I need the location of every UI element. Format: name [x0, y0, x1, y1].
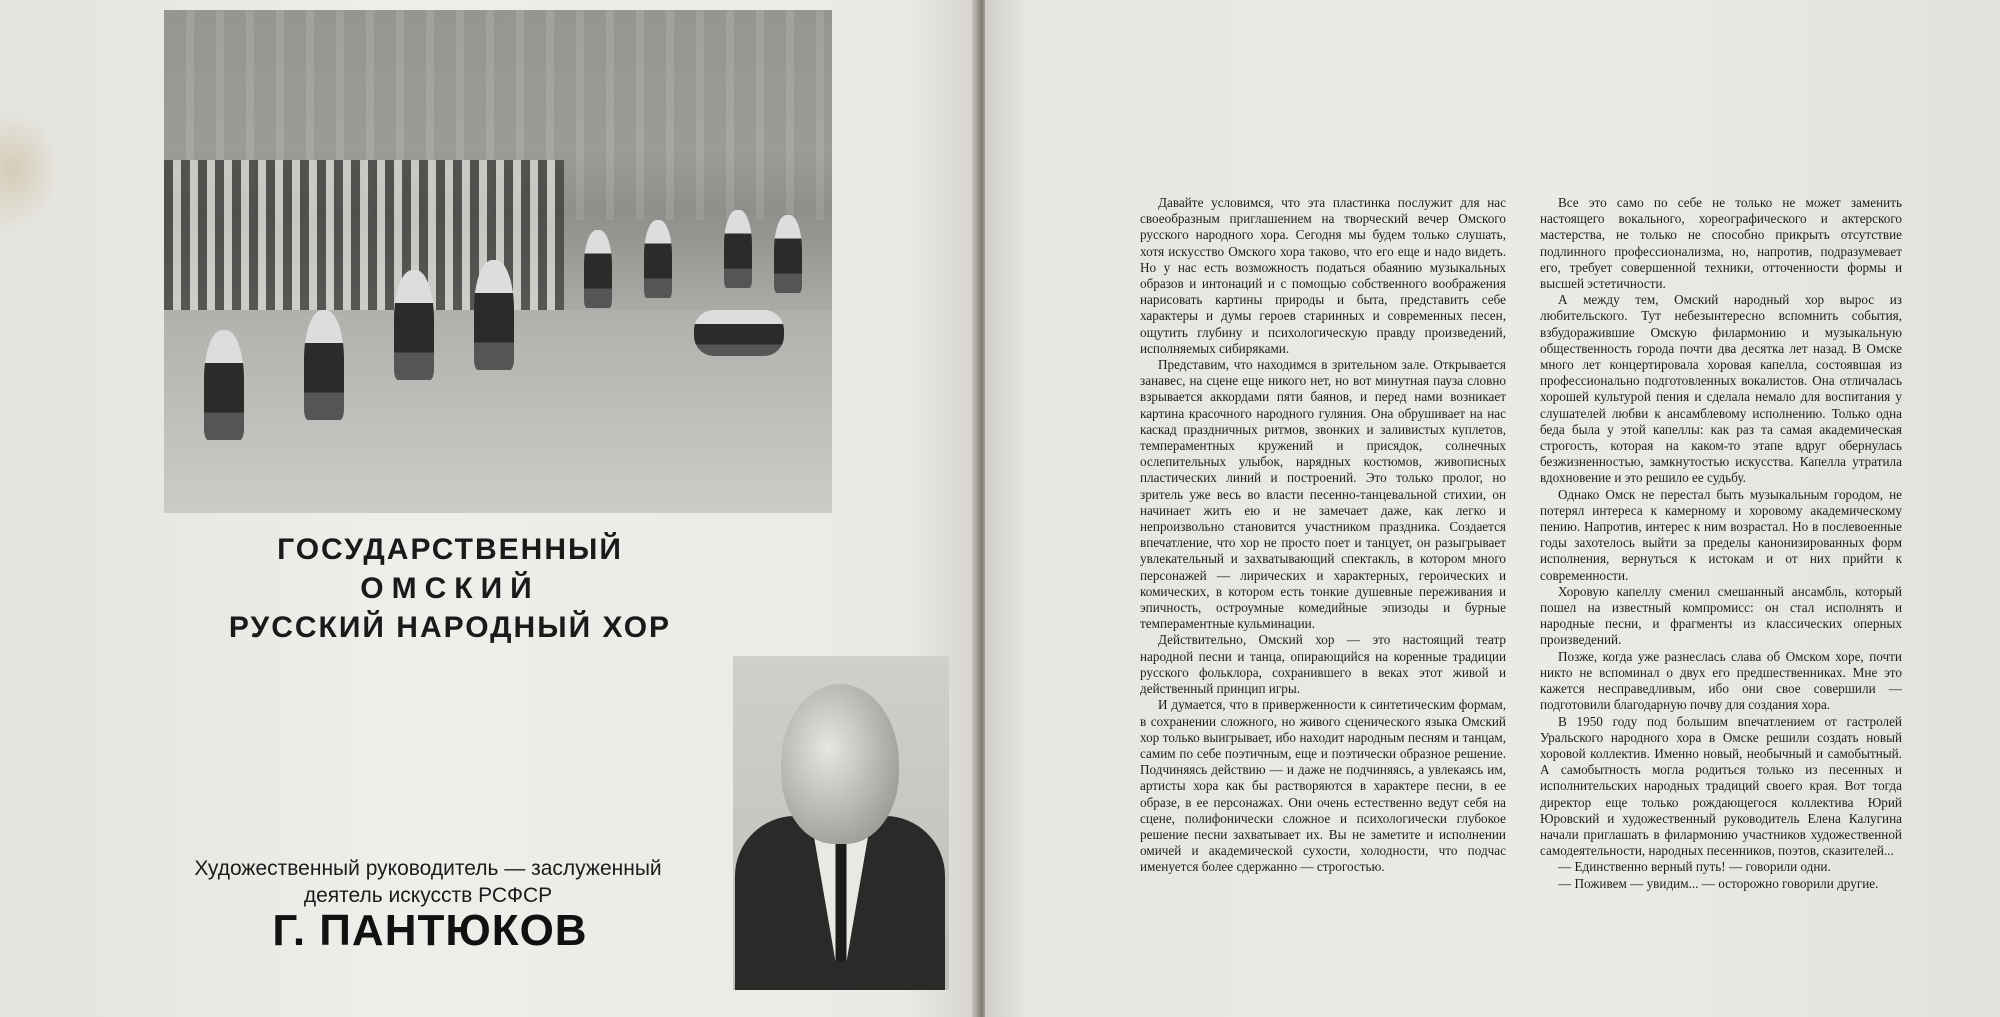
dancer-figure — [724, 210, 752, 288]
dancer-figure — [474, 260, 514, 370]
dancer-figure — [644, 220, 672, 298]
director-role-line: Художественный руководитель — заслуженный — [194, 857, 662, 880]
article-paragraph: Давайте условимся, что эта пластинка послужит для нас своеобразным приглашением на творческий вечер Омского русского народного хора. Сегодня мы будем только слушать, хотя искусство Омского хора таково, что его еще и надо видеть. Но у нас есть возможность податься обаянию музыкальных образов и интонаций и с помощью собственного воображения нарисовать картины природы и быта, представить себе характеры и думы героев старинных и современных песен, ощутить глубину и психологическую правду произведений, исполняемых сибиряками. — [1140, 195, 1506, 356]
director-portrait — [733, 656, 949, 990]
paper-stain — [0, 110, 60, 230]
article-paragraph: Однако Омск не перестал быть музыкальным городом, не потерял интереса к камерному и хоровому академическому пению. Напротив, интерес к ним возрастал. Но в послевоенные годы захотелось выйти за пределы канонизированных форм исполнения, вернуться к истокам и от них прийти к современности. — [1540, 486, 1902, 583]
article-paragraph: — Поживем — увидим... — осторожно говорили другие. — [1558, 875, 1879, 891]
article-paragraph: Все это само по себе не только не может заменить настоящего вокального, хореографического и актерского мастерства, не только не способно прикрыть отсутствие подлинного профессионализма, но, напротив, подразумевает его, требует совершенной техники, отточенности формы и высшей эстетичности. — [1540, 195, 1902, 292]
title-line: ГОСУДАРСТВЕННЫЙ — [277, 533, 623, 566]
article-paragraph: Хоровую капеллу сменил смешанный ансамбль, который пошел на известный компромисс: он стал исполнять и народные песни, и фрагменты из классических оперных произведений. — [1540, 583, 1902, 648]
article-paragraph: — Единственно верный путь! — говорили одни. — [1558, 859, 1831, 875]
article-paragraph: Представим, что находимся в зрительном зале. Открывается занавес, на сцене еще никого нет, но вот минутная пауза словно взрывается аккордами пяти баянов, и перед нами возникает картина красочного народного гуляния. Она обрушивает на нас каскад праздничных ритмов, звонких и заливистых куплетов, темпераментных кружений и присядок, солнечных ослепительных улыбок, нарядных костюмов, живописных пластических линий и построений. Это только пролог, но зритель уже весь во власти песенно-танцевальной стихии, он начинает жить ею и не замечает даже, как легко и непроизвольно становится участником праздника. Создается впечатление, что хор не просто поет и танцует, он разыгрывает увлекательный и захватывающий спектакль, в котором много персонажей — лирических и характерных, героических и комических, в котором есть тонкие душевные переживания и эпичность, остроумные комедийные эпизоды и бурные темпераментные кульминации. — [1140, 357, 1506, 632]
dancer-figure — [774, 215, 802, 293]
article-column-2 — [1540, 195, 1902, 892]
choir-title — [170, 530, 730, 647]
portrait-face — [781, 684, 899, 844]
director-role-line: деятель искусств РСФСР — [303, 884, 553, 907]
article-paragraph: Позже, когда уже разнеслась слава об Омском хоре, почти никто не вспоминал о двух его предшественниках. Мне это кажется несправедливым, ибо они свое совершили — подготовили благодарную почву для создания хора. — [1540, 648, 1902, 713]
title-line: РУССКИЙ НАРОДНЫЙ ХОР — [228, 611, 672, 644]
left-page — [0, 0, 980, 1017]
dancer-figure — [304, 310, 344, 420]
article-paragraph: И думается, что в приверженности к синтетическим формам, в сохранении сложного, но живого сценического языка Омский хор только выигрывает, ибо находит народным песням и танцам, самим по себе поэтичным, еще и поэтически образное решение. Подчиняясь действию — и даже не подчиняясь, а увлекаясь им, артисты хора как бы растворяются в характере песни, в ее образе, в ее персонажах. Они очень естественно ведут себя на сцене, полифонически сложное и психологически глубокое решение песни захватывает их. Вы не заметите и исполнении омичей и академической сухости, холодности, что подчас именуется более сдержанно — строгостью. — [1140, 697, 1506, 875]
dancer-figure — [584, 230, 612, 308]
dancer-figure — [204, 330, 244, 440]
article-column-1 — [1140, 195, 1506, 876]
title-line: ОМСКИЙ — [360, 572, 540, 605]
article-paragraph: А между тем, Омский народный хор вырос из любительского. Тут небезынтересно вспомнить события, взбудоражившие Омскую филармонию и музыкальную общественность города почти два десятка лет назад. В Омске много лет концертировала хоровая капелла, состоявшая из профессионально подготовленных вокалистов. Она отличалась хорошей культурой пения и сделала немало для воспитания у слушателей любви к ансамблевому исполнению. Только одна беда была у этой капеллы: как раз та самая академическая строгость, которая на каком-то этапе вдруг обернулась безжизненностью, замкнутостью искусства. Капелла утратила вдохновение и это решило ее судьбу. — [1540, 292, 1902, 486]
ensemble-photo — [164, 10, 832, 513]
article-paragraph: Действительно, Омский хор — это настоящий театр народной песни и танца, опирающийся на коренные традиции русского фольклора, сохранившего в веках этот живой и действенный принцип игры. — [1140, 632, 1506, 697]
dancer-figure — [394, 270, 434, 380]
leaping-dancer — [694, 310, 784, 356]
director-name: Г. ПАНТЮКОВ — [272, 906, 588, 955]
article-paragraph: В 1950 году под большим впечатлением от гастролей Уральского народного хора в Омске решили создать новый хоровой коллектив. Именно новый, необычный и самобытный. А самобытность могла родиться только из песенных и исполнительских народных традиций своего края. Вот тогда директор еще только рождающегося коллектива Юрий Юровский и художественный руководитель Елена Калугина начали приглашать в филармонию участников художественной самодеятельности, народных песенников, поэтов, сказителей... — [1540, 713, 1902, 859]
director-role — [148, 855, 708, 909]
